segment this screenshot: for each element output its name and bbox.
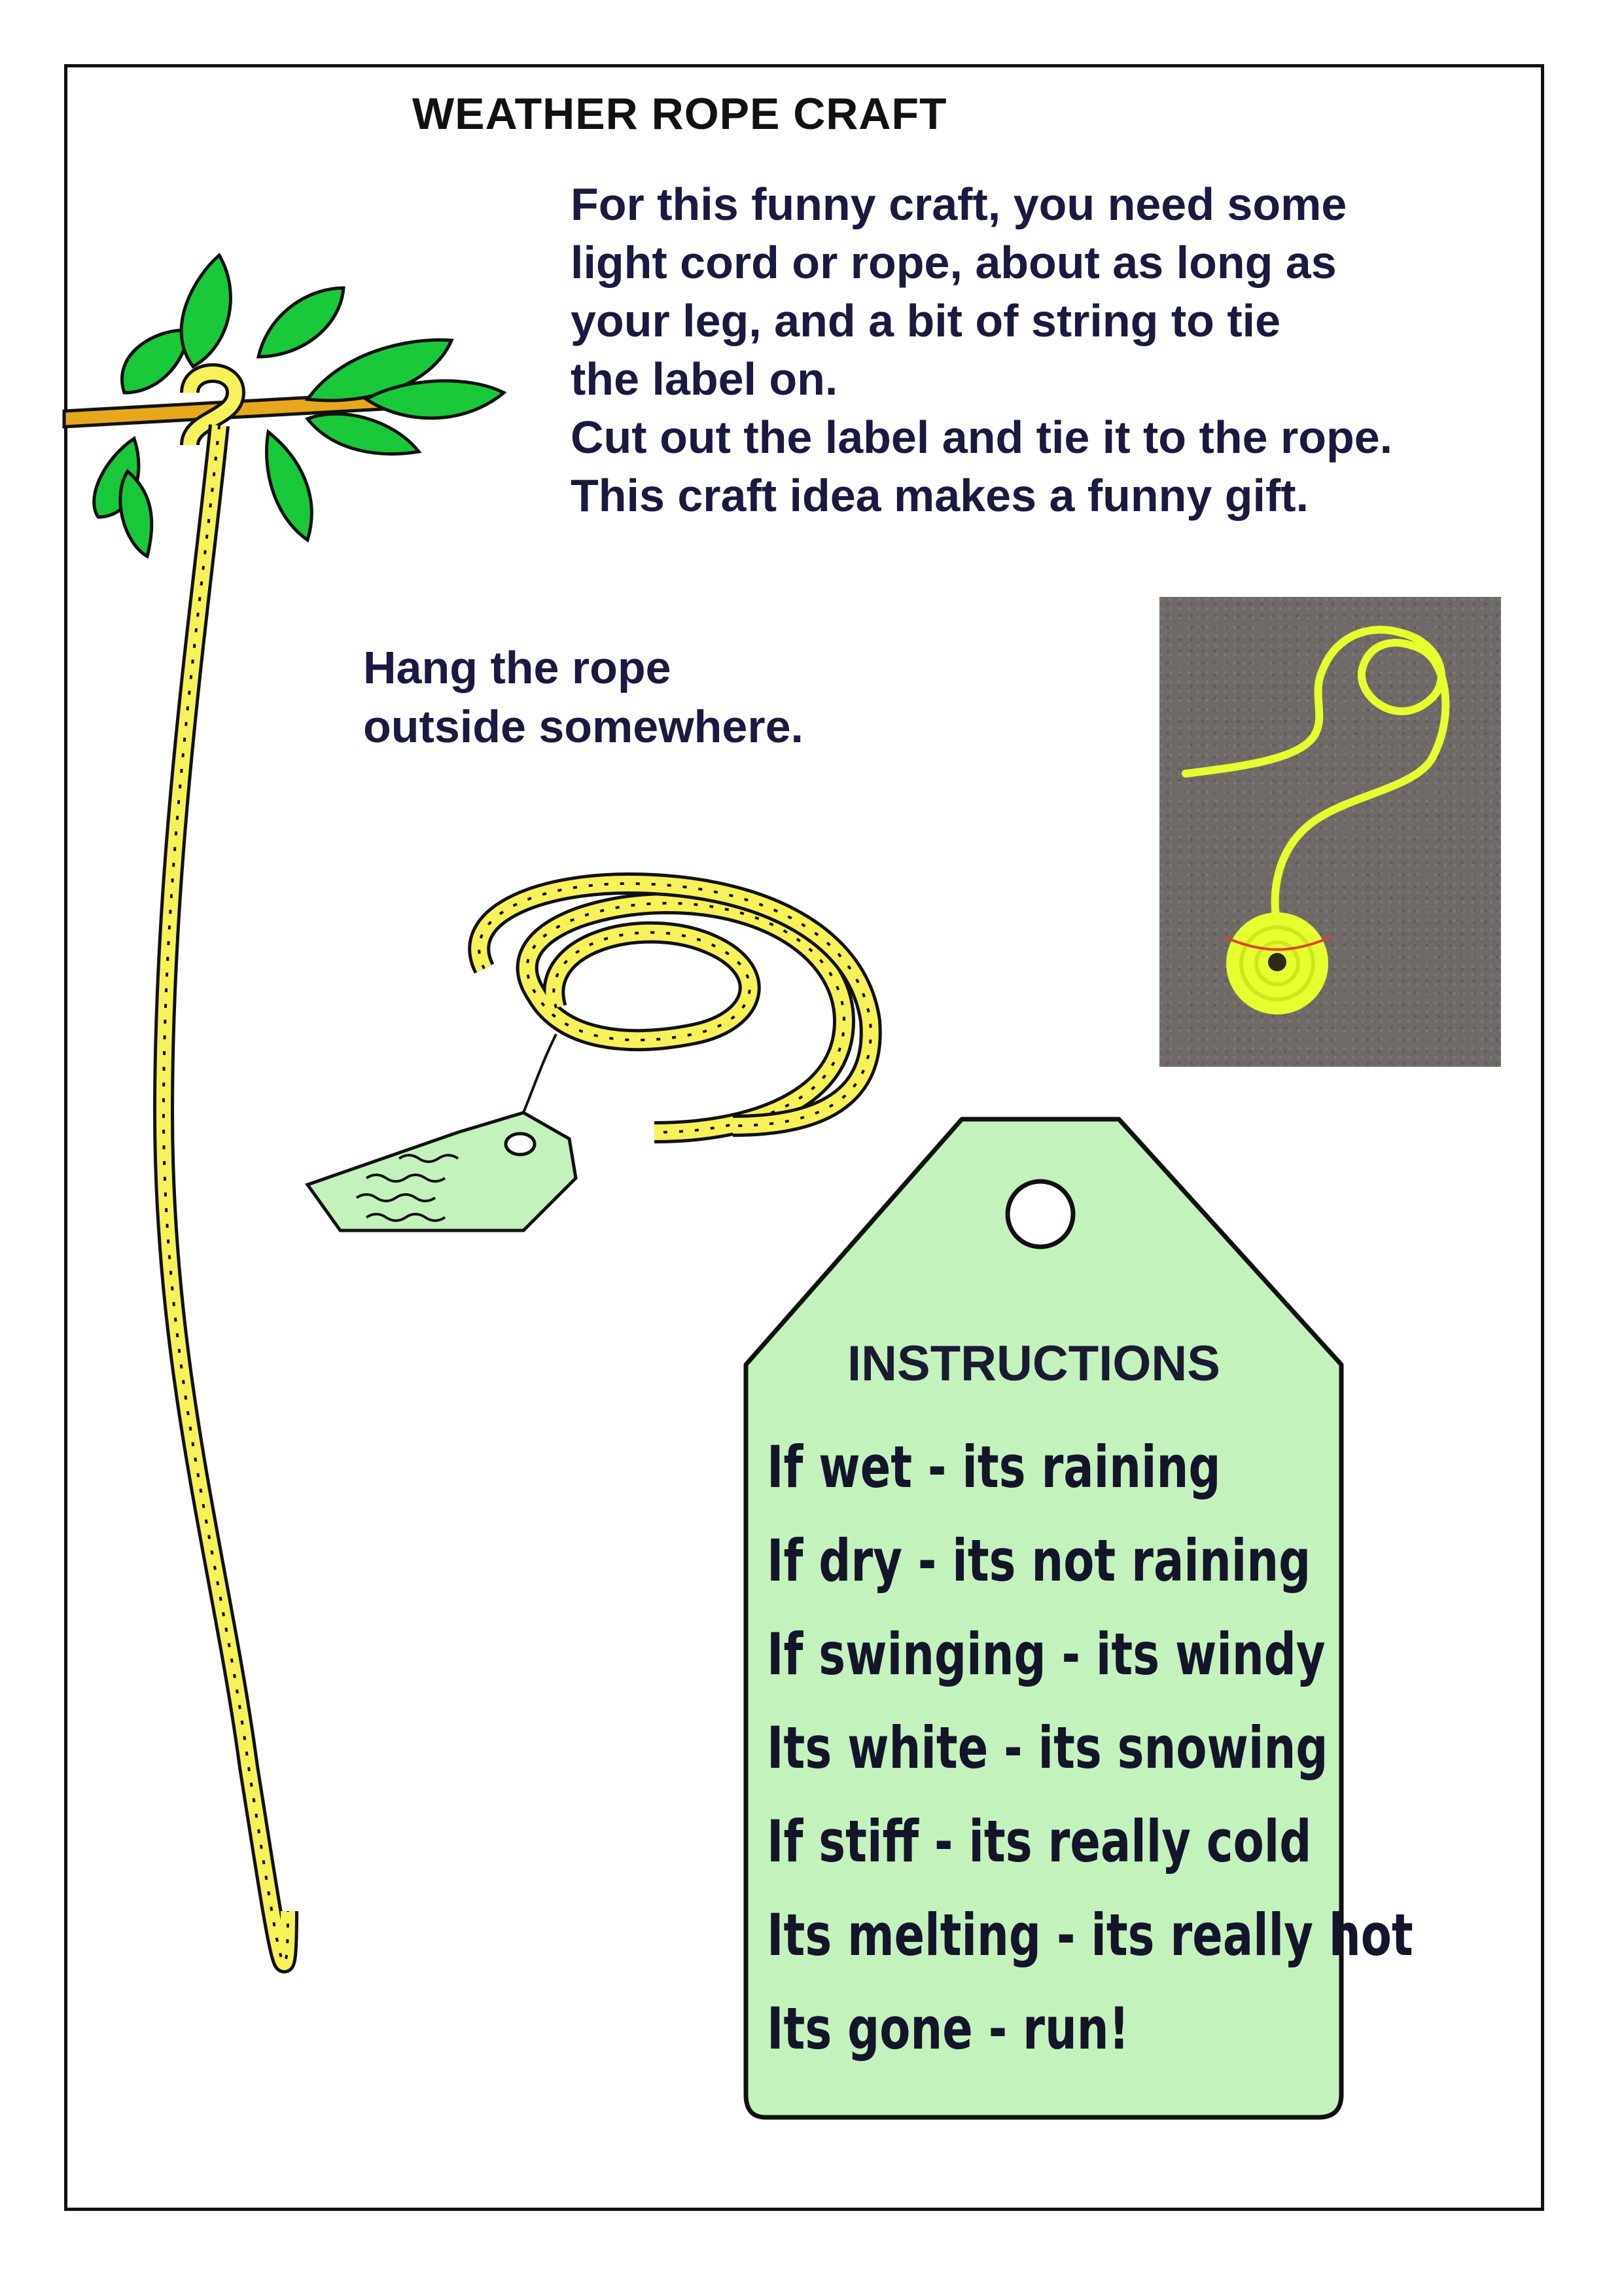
intro-line: the label on.	[571, 353, 838, 404]
intro-line: This craft idea makes a funny gift.	[571, 470, 1309, 521]
tag-line: If wet - its raining	[767, 1433, 1221, 1501]
leaf-icon	[267, 432, 312, 540]
page-title: WEATHER ROPE CRAFT	[412, 89, 947, 139]
tag-illustration	[308, 1113, 576, 1230]
tag-instructions	[767, 1420, 1413, 2075]
tag-title: INSTRUCTIONS	[847, 1336, 1220, 1391]
intro-line: your leg, and a bit of string to tie	[571, 295, 1281, 346]
tag-line: Its gone - run!	[767, 1995, 1129, 2062]
tag-line: Its melting - its really hot	[767, 1901, 1413, 1969]
intro-line: Cut out the label and tie it to the rope.	[571, 412, 1393, 463]
tag-line: If stiff - its really cold	[767, 1808, 1312, 1875]
coiled-rope-illustration	[308, 884, 871, 1230]
leaf-icon	[181, 255, 230, 367]
leaf-icon	[122, 331, 190, 393]
intro-line: light cord or rope, about as long as	[571, 237, 1337, 288]
hang-line: Hang the rope	[363, 642, 671, 693]
tag-line: If dry - its not raining	[767, 1527, 1311, 1594]
hang-line: outside somewhere.	[363, 701, 803, 752]
leaf-icon	[308, 414, 419, 454]
rope-photo	[1159, 597, 1501, 1067]
tag-hole-icon	[1008, 1181, 1073, 1247]
leaf-icon	[258, 288, 344, 357]
branch-illustration	[64, 255, 504, 1963]
tag-line: Its white - its snowing	[767, 1714, 1328, 1782]
leaf-icon	[120, 471, 152, 556]
intro-line: For this funny craft, you need some	[571, 179, 1347, 230]
tag-line: If swinging - its windy	[767, 1621, 1326, 1688]
